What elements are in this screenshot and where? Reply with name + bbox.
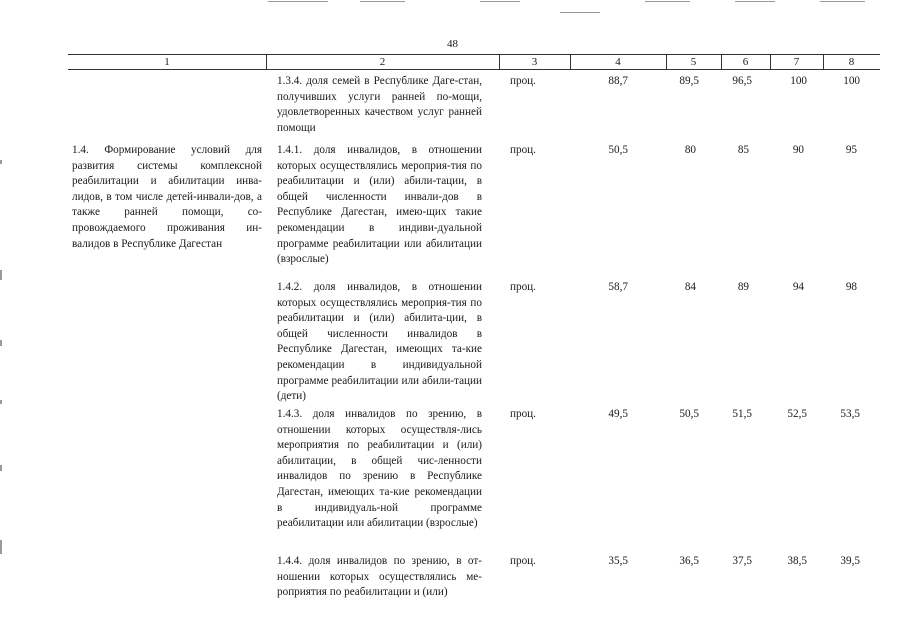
column-header: 5: [690, 56, 697, 68]
scan-artifact-top: [820, 1, 865, 2]
column-header: 8: [848, 56, 855, 68]
scan-artifact-left: [0, 540, 2, 554]
indicator-text: 1.4.3. доля инвалидов по зрению, в отношении которых осуществля-лись мероприятия по реабилитации и (или) абилитации, в общей чис-ленности инвалидов по зрению в Республике Дагестан, имеющих та-кие рекомендации в индивидуаль-ной программе реабилитации или абилитации (взрослые): [277, 408, 482, 530]
scan-artifact-left: [0, 340, 2, 346]
scan-artifact-top: [268, 1, 328, 2]
column-header: 2: [379, 56, 386, 68]
column-header: 4: [615, 56, 621, 68]
value-col-8: 95: [845, 144, 857, 156]
unit-cell: проц.: [510, 281, 536, 293]
scan-artifact-top: [645, 1, 690, 2]
value-col-6: 37,5: [732, 555, 752, 567]
value-col-7: 52,5: [787, 408, 807, 420]
value-col-4: 88,7: [608, 75, 628, 87]
value-col-4: 49,5: [608, 408, 628, 420]
value-col-6: 85: [737, 144, 749, 156]
value-col-8: 39,5: [840, 555, 860, 567]
value-col-6: 89: [737, 281, 749, 293]
scan-artifact-top: [735, 1, 775, 2]
value-col-8: 53,5: [840, 408, 860, 420]
value-col-4: 58,7: [608, 281, 628, 293]
value-col-5: 80: [684, 144, 696, 156]
value-col-5: 89,5: [679, 75, 699, 87]
scan-artifact-left: [0, 160, 2, 164]
scan-artifact-top: [560, 12, 600, 13]
value-col-6: 96,5: [732, 75, 752, 87]
unit-cell: проц.: [510, 555, 536, 567]
value-col-7: 38,5: [787, 555, 807, 567]
value-col-6: 51,5: [732, 408, 752, 420]
unit-cell: проц.: [510, 75, 536, 87]
value-col-5: 84: [684, 281, 696, 293]
scan-artifact-left: [0, 465, 2, 471]
scan-artifact-top: [480, 1, 520, 2]
value-col-4: 35,5: [608, 555, 628, 567]
column-header: 1: [164, 56, 170, 68]
table-header-row: [68, 54, 880, 70]
scan-artifact-left: [0, 400, 2, 404]
indicator-text: 1.4.2. доля инвалидов, в отношении которых осуществлялись мероприя-тия по реабилитации и (или) абилита-ции, в общей численности инвалидов в Республике Дагестан, имеющих та-кие рекомендации в индивидуальной программе реабилитации или абили-тации (дети): [277, 281, 482, 403]
goal-text: 1.4. Формирование условий для развития системы комплексной реабилитации и абилитации инва-лидов, в том числе детей-инвали-дов, а также ранней помощи, со-провождаемого проживания ин-валидов в Республике Дагестан: [72, 144, 262, 250]
value-col-8: 100: [843, 75, 860, 87]
value-col-5: 36,5: [679, 555, 699, 567]
value-col-8: 98: [845, 281, 857, 293]
column-header: 7: [793, 56, 800, 68]
column-header: 3: [531, 56, 538, 68]
unit-cell: проц.: [510, 144, 536, 156]
column-header: 6: [742, 56, 749, 68]
unit-cell: проц.: [510, 408, 536, 420]
value-col-7: 90: [792, 144, 804, 156]
value-col-7: 94: [792, 281, 804, 293]
value-col-5: 50,5: [679, 408, 699, 420]
value-col-7: 100: [790, 75, 807, 87]
value-col-4: 50,5: [608, 144, 628, 156]
indicator-text: 1.4.4. доля инвалидов по зрению, в от-ношении которых осуществлялись ме-роприятия по реабилитации и (или): [277, 555, 482, 599]
scan-artifact-left: [0, 270, 2, 280]
indicator-text: 1.4.1. доля инвалидов, в отношении которых осуществлялись мероприя-тия по реабилитации и (или) абили-тации, в общей численности инвали-дов в Республике Дагестан, имею-щих такие рекомендации в индиви-дуальной программе реабилитации или абилитации (взрослые): [277, 144, 482, 266]
indicator-text: 1.3.4. доля семей в Республике Даге-стан, получивших услуги ранней по-мощи, удовлетворенных качеством услуг ранней помощи: [277, 75, 482, 134]
page-number: 48: [447, 38, 458, 50]
scan-artifact-top: [360, 1, 405, 2]
